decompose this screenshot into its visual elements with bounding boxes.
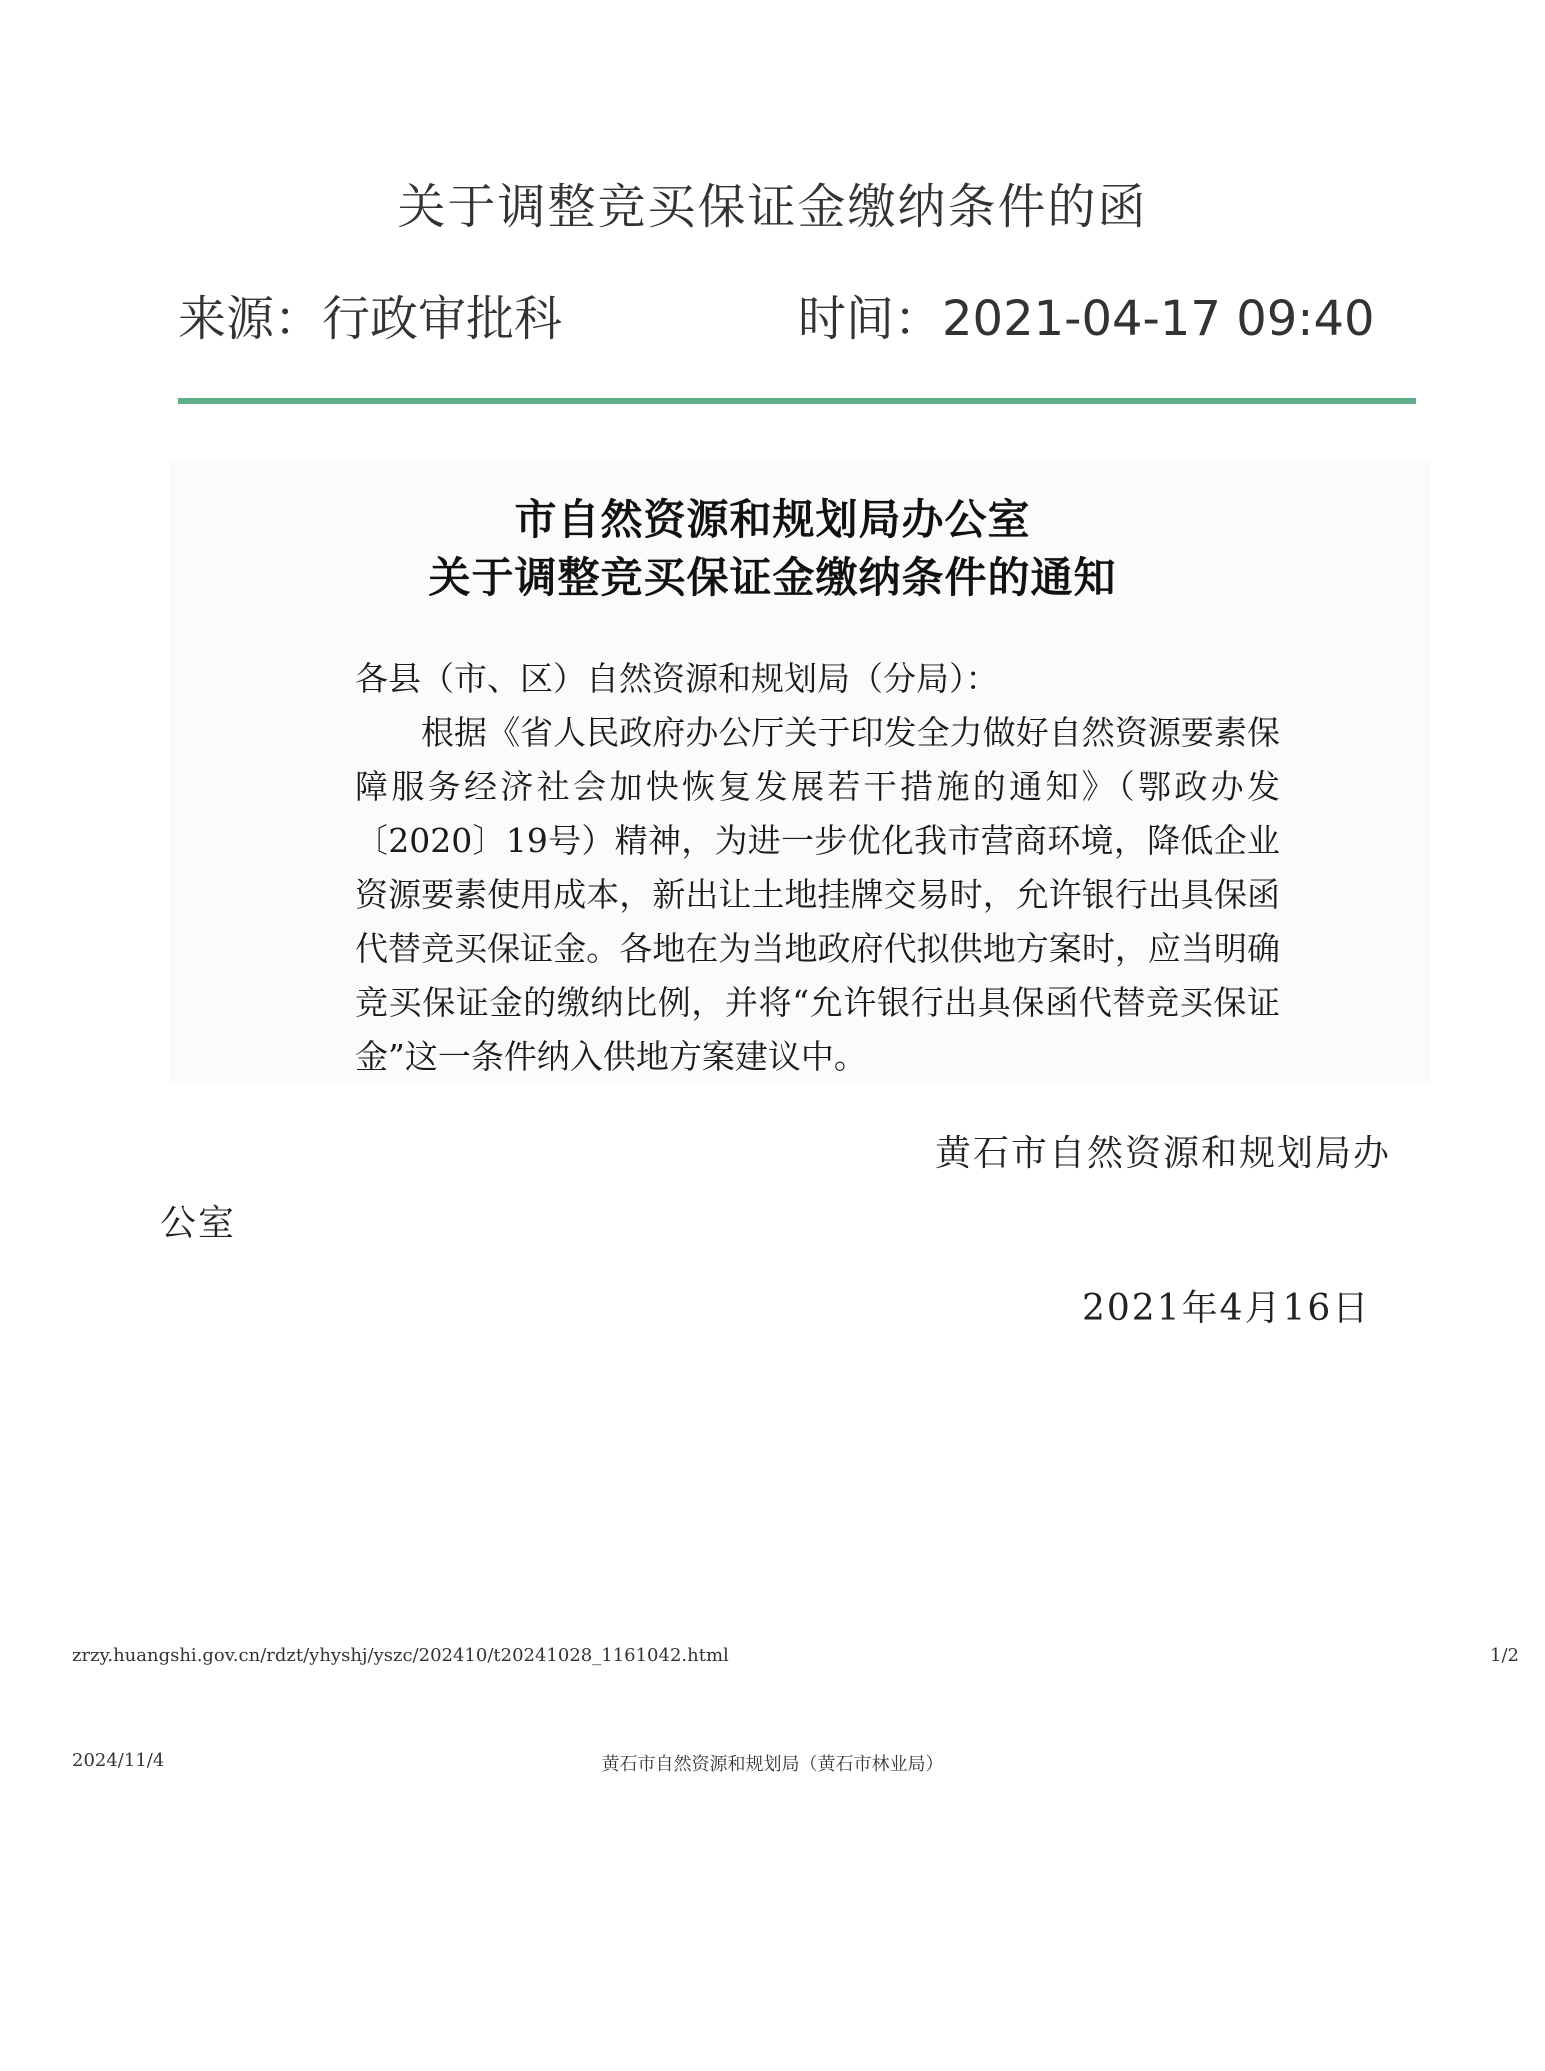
page-number: 1/2 — [1490, 1645, 1519, 1666]
print-date: 2024/11/4 — [72, 1750, 165, 1771]
notice-salutation: 各县（市、区）自然资源和规划局（分局）： — [355, 659, 999, 698]
source-label: 来源：行政审批科 — [178, 291, 563, 347]
signature-line1: 黄石市自然资源和规划局办 — [935, 1133, 1392, 1174]
site-name: 黄石市自然资源和规划局（黄石市林业局） — [601, 1754, 944, 1775]
notice-title-line2: 关于调整竞买保证金缴纳条件的通知 — [428, 553, 1117, 602]
notice-title-line1: 市自然资源和规划局办公室 — [514, 495, 1031, 544]
signature-date: 2021年4月16日 — [1082, 1288, 1371, 1329]
publish-time: 时间：2021-04-17 09:40 — [798, 291, 1375, 347]
divider-line — [178, 398, 1416, 404]
page-title: 关于调整竞买保证金缴纳条件的函 — [397, 179, 1148, 235]
notice-paragraph: 根据《省人民政府办公厅关于印发全力做好自然资源要素保障服务经济社会加快恢复发展若干措施的通知》（鄂政办发〔2020〕19号）精神，为进一步优化我市营商环境，降低企业资源要素使用成本，新出让土地挂牌交易时，允许银行出具保函代替竞买保证金。各地在为当地政府代拟供地方案时，应当明确竞买保证金的缴纳比例，并将“允许银行出具保函代替竞买保证金”这一条件纳入供地方案建议中。 — [355, 713, 1280, 1076]
article-meta — [178, 280, 1418, 349]
footer-url: zrzy.huangshi.gov.cn/rdzt/yhyshj/yszc/202410/t20241028_1161042.html — [72, 1645, 729, 1666]
signature-line2: 公室 — [160, 1203, 237, 1244]
